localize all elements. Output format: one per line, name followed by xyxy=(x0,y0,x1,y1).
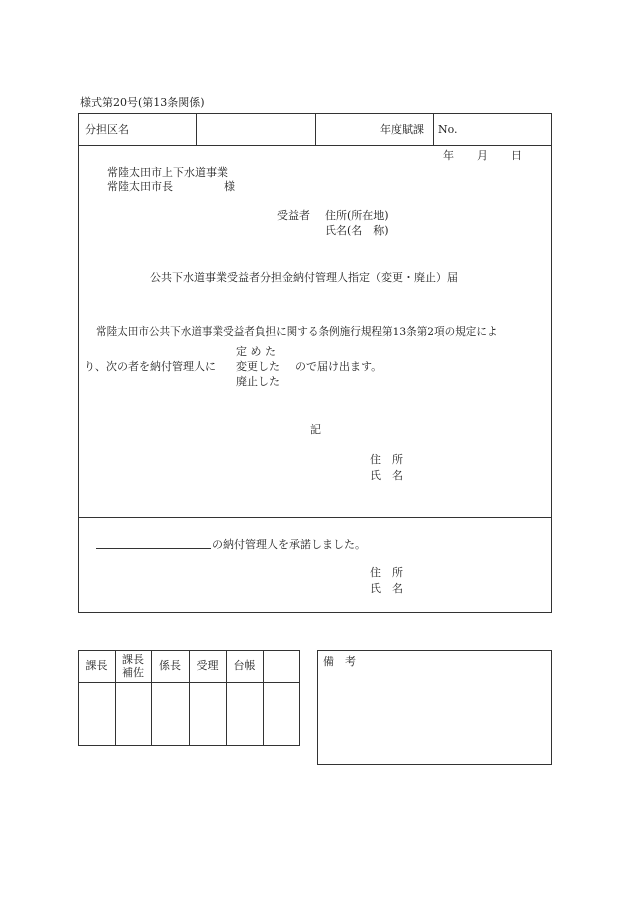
stamp-cell-ledger[interactable] xyxy=(227,683,262,745)
remarks-label: 備 考 xyxy=(323,655,356,668)
option-changed: 変更した xyxy=(236,360,280,373)
form-number: 様式第20号(第13条関係) xyxy=(80,96,205,109)
stamp-cell-received[interactable] xyxy=(190,683,225,745)
approval-header-ledger: 台帳 xyxy=(233,659,256,672)
header-separator xyxy=(196,113,197,146)
acceptance-name-line[interactable] xyxy=(96,548,211,549)
applicant-address: 住所(所在地) xyxy=(325,209,389,222)
acceptance-text: の納付管理人を承諾しました。 xyxy=(212,538,366,551)
document-title: 公共下水道事業受益者分担金納付管理人指定（変更・廃止）届 xyxy=(150,271,458,284)
header-separator xyxy=(433,113,434,146)
approval-header-assistant-chief: 課長 補佐 xyxy=(122,653,144,679)
acceptance-address-label: 住 所 xyxy=(370,566,403,579)
body-line-1: 常陸太田市公共下水道事業受益者負担に関する条例施行規程第13条第2項の規定によ xyxy=(96,326,498,338)
manager-address-label: 住 所 xyxy=(370,453,403,466)
stamp-cell-assistant-chief[interactable] xyxy=(116,683,150,745)
stamp-cell-blank[interactable] xyxy=(264,683,299,745)
addressee-mayor: 常陸太田市長 xyxy=(107,180,173,193)
record-label: 記 xyxy=(310,423,321,436)
manager-name-label: 氏 名 xyxy=(370,469,403,482)
number-label: No. xyxy=(438,123,458,136)
addressee-honorific: 様 xyxy=(224,180,235,193)
header-separator xyxy=(315,113,316,146)
fiscal-year-label: 年度賦課 xyxy=(380,123,424,136)
stamp-cell-subsection-chief[interactable] xyxy=(152,683,188,745)
burden-area-label: 分担区名 xyxy=(85,123,129,136)
option-abolished: 廃止した xyxy=(236,375,280,388)
body-line-2-end: ので届け出ます。 xyxy=(295,360,383,373)
body-line-2-start: り、次の者を納付管理人に xyxy=(84,360,216,373)
applicant-name: 氏名(名 称) xyxy=(325,224,389,237)
burden-area-field[interactable] xyxy=(198,116,313,143)
stamp-cell-section-chief[interactable] xyxy=(79,683,114,745)
acceptance-divider xyxy=(78,517,552,518)
date-year: 年 xyxy=(443,149,454,162)
addressee-org: 常陸太田市上下水道事業 xyxy=(107,166,228,179)
acceptance-name-label: 氏 名 xyxy=(370,582,403,595)
approval-header-subsection-chief: 係長 xyxy=(159,659,181,672)
approval-header-section-chief: 課長 xyxy=(85,659,108,672)
date-day: 日 xyxy=(511,149,522,162)
fiscal-year-field[interactable] xyxy=(317,116,377,143)
option-established: 定 め た xyxy=(236,345,276,358)
applicant-label: 受益者 xyxy=(277,209,310,222)
date-month: 月 xyxy=(477,149,488,162)
approval-header-received: 受理 xyxy=(196,659,219,672)
